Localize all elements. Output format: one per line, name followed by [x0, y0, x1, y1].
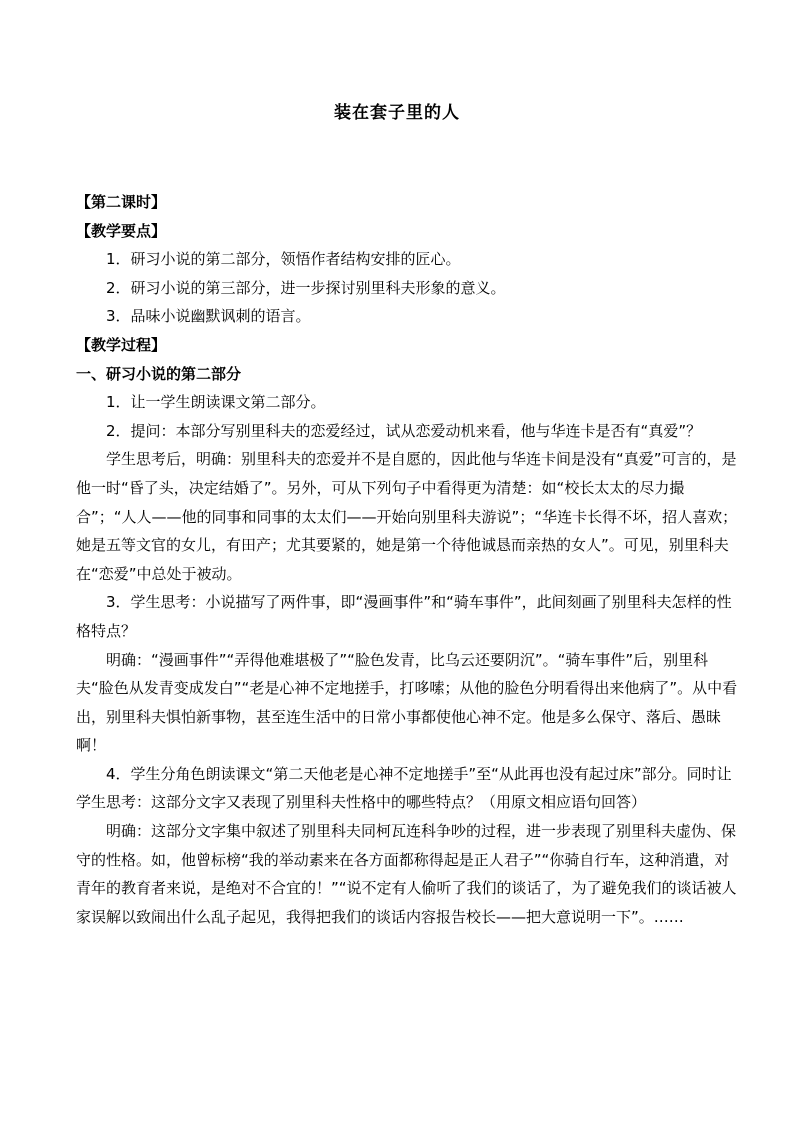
document-title: 装在套子里的人	[334, 103, 460, 123]
section-heading-points: 【教学要点】	[76, 221, 167, 240]
teaching-point-2: 2．研习小说的第三部分，进一步探讨别里科夫形象的意义。	[106, 278, 506, 297]
paragraph-2: 2．提问：本部分写别里科夫的恋爱经过，试从恋爱动机来看，他与华连卡是否有“真爱”？	[106, 421, 702, 440]
teaching-point-3: 3．品味小说幽默讽刺的语言。	[106, 307, 311, 326]
paragraph-4: 3．学生思考：小说描写了两件事，即“漫画事件”和“骑车事件”，此间刻画了别里科夫怎样的性格特点？	[76, 593, 732, 640]
paragraph-7: 明确：这部分文字集中叙述了别里科夫同柯瓦连科争吵的过程，进一步表现了别里科夫虚伪、保守的性格。如，他曾标榜“我的举动素来在各方面都称得起是正人君子”“你骑自行车，这种消遣，对青年的教育者来说，是绝对不合宜的！”“说不定有人偷听了我们的谈话了，为了避免我们的谈话被人家误解以致闹出什么乱子起见，我得把我们的谈话内容报告校长——把大意说明一下”。……	[76, 822, 737, 926]
part1-heading: 一、研习小说的第二部分	[76, 364, 242, 383]
paragraph-1: 1．让一学生朗读课文第二部分。	[106, 393, 326, 412]
paragraph-6: 4．学生分角色朗读课文“第二天他老是心神不定地搓手”至“从此再也没有起过床”部分。同时让学生思考：这部分文字又表现了别里科夫性格中的哪些特点？（用原文相应语句回答）	[76, 764, 732, 812]
section-heading-process: 【教学过程】	[76, 335, 167, 354]
section-heading-class: 【第二课时】	[76, 193, 167, 211]
teaching-point-1: 1．研习小说的第二部分，领悟作者结构安排的匠心。	[106, 250, 461, 269]
document-body	[76, 188, 744, 931]
paragraph-3: 学生思考后，明确：别里科夫的恋爱并不是自愿的，因此他与华连卡间是没有“真爱”可言的，是他一时“昏了头，决定结婚了”。另外，可从下列句子中看得更为清楚：如“校长太太的尽力撮合”；“人人——他的同事和同事的太太们——开始向别里科夫游说”；“华连卡长得不坏，招人喜欢；她是五等文官的女儿，有田产；尤其要紧的，她是第一个待他诚恳而亲热的女人”。可见，别里科夫在“恋爱”中总处于被动。	[76, 450, 738, 583]
paragraph-5: 明确：“漫画事件”“弄得他难堪极了”“脸色发青，比乌云还要阴沉”。“骑车事件”后，别里科夫“脸色从发青变成发白”“老是心神不定地搓手，打哆嗦；从他的脸色分明看得出来他病了”。从中看出，别里科夫惧怕新事物，甚至连生活中的日常小事都使他心神不定。他是多么保守、落后、愚昧啊！	[76, 650, 738, 755]
